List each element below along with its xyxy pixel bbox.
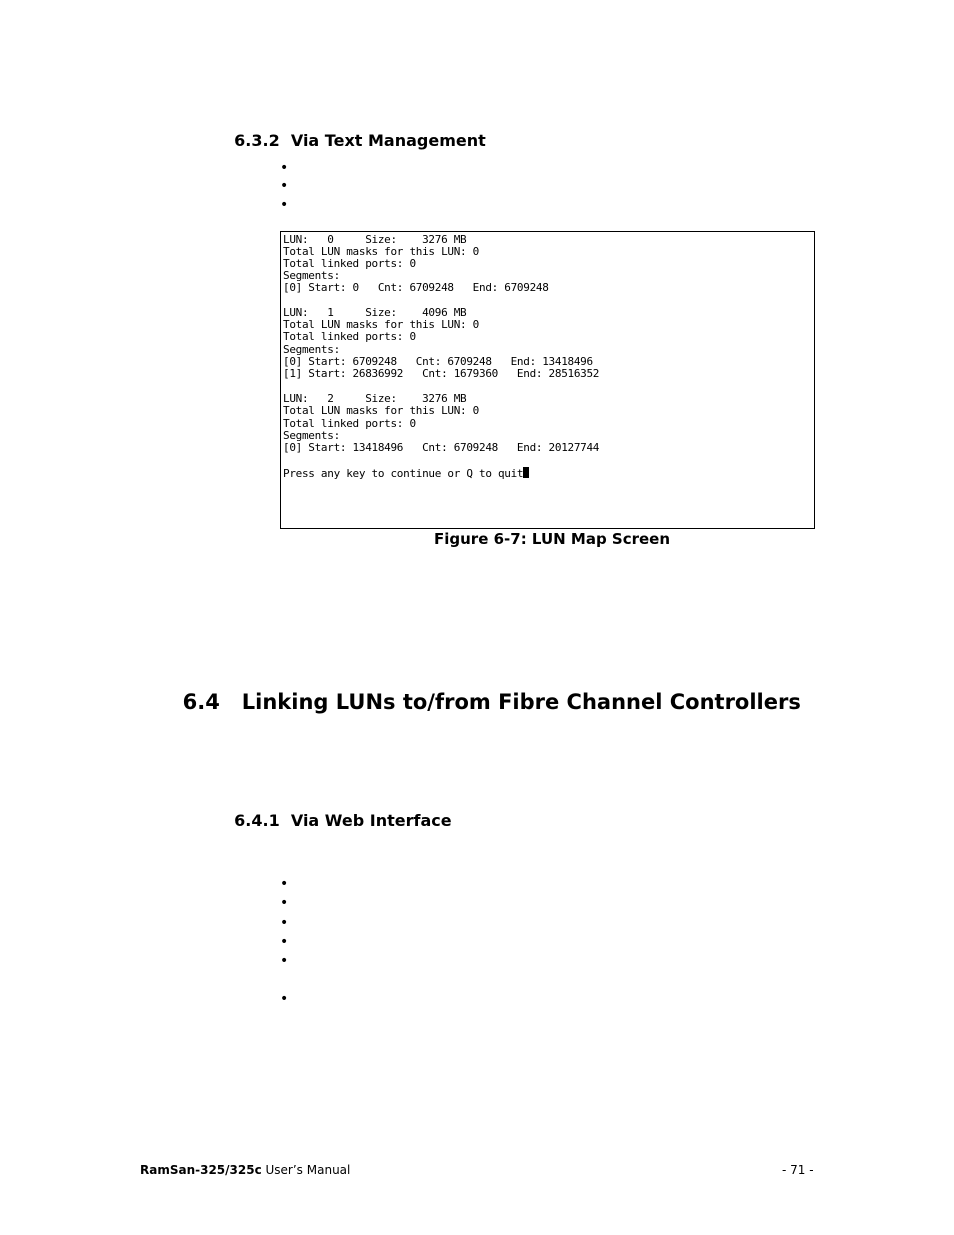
figure-caption: Figure 6-7: LUN Map Screen [434, 530, 671, 548]
bullet-marker: • [280, 160, 289, 176]
bullet-marker: • [280, 953, 289, 969]
terminal-line: Segments: [283, 429, 340, 442]
bullet-marker: • [280, 934, 289, 950]
footer-manual-label: User’s Manual [261, 1163, 351, 1177]
section-title: Via Text Management [290, 131, 486, 150]
bullet-marker: • [280, 991, 289, 1007]
section-number: 6.4.1 [234, 811, 280, 830]
bullet-marker: • [280, 876, 289, 892]
terminal-line: Segments: [283, 269, 340, 282]
bullet-marker: • [280, 178, 289, 194]
terminal-line: [0] Start: 6709248 Cnt: 6709248 End: 13418496 [283, 355, 593, 368]
terminal-line: LUN: 2 Size: 3276 MB [283, 392, 467, 405]
section-heading-6-3-2 [223, 112, 486, 150]
section-number: 6.4 [182, 690, 220, 714]
terminal-prompt-line [283, 467, 529, 480]
terminal-line: Total linked ports: 0 [283, 417, 416, 430]
bullet-marker: • [280, 895, 289, 911]
terminal-line: LUN: 1 Size: 4096 MB [283, 306, 467, 319]
terminal-cursor [523, 467, 529, 478]
section-title: Via Web Interface [290, 811, 452, 830]
lun-map-terminal-screen [280, 231, 815, 529]
section-heading-6-4 [168, 666, 801, 714]
terminal-line: [1] Start: 26836992 Cnt: 1679360 End: 28516352 [283, 367, 600, 380]
terminal-line: Segments: [283, 343, 340, 356]
bullet-marker: • [280, 915, 289, 931]
terminal-line: [0] Start: 13418496 Cnt: 6709248 End: 20127744 [283, 441, 600, 454]
footer-manual-title [140, 1163, 350, 1177]
terminal-line: Total linked ports: 0 [283, 330, 416, 343]
bullet-marker: • [280, 197, 289, 213]
terminal-line: Total LUN masks for this LUN: 0 [283, 318, 479, 331]
terminal-prompt-text: Press any key to continue or Q to quit [283, 467, 524, 480]
section-number: 6.3.2 [234, 131, 280, 150]
section-heading-6-4-1 [223, 792, 452, 830]
terminal-line: Total LUN masks for this LUN: 0 [283, 404, 479, 417]
footer-product-name: RamSan-325/325c [140, 1163, 262, 1177]
terminal-line: Total LUN masks for this LUN: 0 [283, 245, 479, 258]
terminal-line: LUN: 0 Size: 3276 MB [283, 233, 467, 246]
section-title: Linking LUNs to/from Fibre Channel Controllers [241, 690, 801, 714]
footer-page-number: - 71 - [782, 1163, 814, 1177]
terminal-line: Total linked ports: 0 [283, 257, 416, 270]
terminal-line: [0] Start: 0 Cnt: 6709248 End: 6709248 [283, 281, 549, 294]
